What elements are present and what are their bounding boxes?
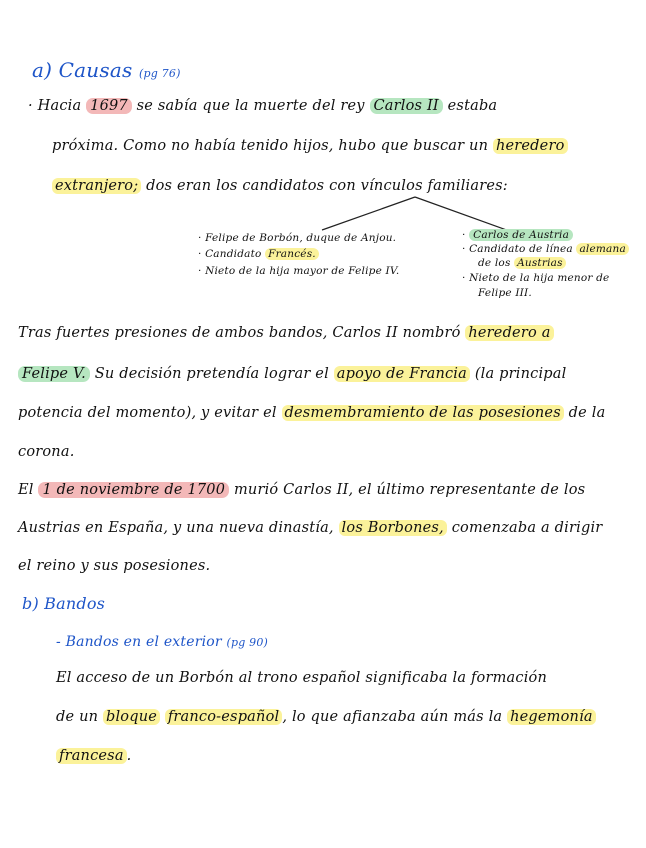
text: Austrias en España, y una nueva dinastía,	[18, 520, 334, 536]
heading-causas-ref: (pg 76)	[139, 67, 181, 80]
highlight-heredero-a: heredero a	[465, 325, 553, 341]
candidate-right-2	[462, 243, 629, 255]
paragraph4-line2	[56, 709, 596, 725]
subheading-bandos-exterior	[56, 634, 268, 650]
candidate-right-4: · Nieto de la hija menor de	[462, 272, 610, 284]
highlight-heredero: heredero	[493, 138, 568, 154]
candidate-right-5: Felipe III.	[478, 287, 532, 299]
highlight-extranjero: extranjero;	[52, 178, 141, 194]
paragraph2-line2	[18, 366, 566, 382]
candidate-left-2	[198, 248, 319, 260]
highlight-carlos-austria: Carlos de Austria	[469, 229, 573, 241]
highlight-frances: Francés.	[265, 248, 319, 260]
highlight-apoyo-francia: apoyo de Francia	[334, 366, 470, 382]
text: potencia del momento), y evitar el	[18, 405, 277, 421]
paragraph3-line2	[18, 520, 602, 536]
text: ·	[462, 229, 466, 241]
paragraph2-line3	[18, 405, 605, 421]
text: , lo que afianzaba aún más la	[282, 709, 503, 725]
text: Hacia	[37, 98, 82, 114]
text: · Candidato	[198, 248, 262, 260]
candidate-right-1	[462, 229, 573, 241]
highlight-francesa: francesa	[56, 748, 127, 764]
paragraph2-line1	[18, 325, 554, 341]
text: próxima. Como no había tenido hijos, hubo que buscar un	[52, 138, 489, 154]
text: de un	[56, 709, 99, 725]
paragraph2-line4: corona.	[18, 444, 75, 460]
paragraph4-line1: El acceso de un Borbón al trono español significaba la formación	[56, 670, 548, 686]
text: comenzaba a dirigir	[451, 520, 603, 536]
text: se sabía que la muerte del rey	[136, 98, 365, 114]
text: El	[18, 482, 34, 498]
bullet: ·	[28, 98, 33, 114]
paragraph3-line3: el reino y sus posesiones.	[18, 558, 211, 574]
highlight-date: 1 de noviembre de 1700	[38, 482, 229, 498]
highlight-franco-espanol: franco-español	[165, 709, 283, 725]
candidate-left-1: · Felipe de Borbón, duque de Anjou.	[198, 232, 397, 244]
paragraph3-line1	[18, 482, 585, 498]
text: .	[126, 748, 132, 764]
text: (la principal	[474, 366, 567, 382]
highlight-felipe-v: Felipe V.	[18, 366, 90, 382]
subheading-label: - Bandos en el exterior	[56, 634, 222, 650]
text: Su decisión pretendía lograr el	[94, 366, 329, 382]
heading-causas-label: a) Causas	[32, 58, 133, 82]
highlight-bloque: bloque	[103, 709, 160, 725]
heading-bandos: b) Bandos	[22, 594, 106, 613]
highlight-year: 1697	[86, 98, 132, 114]
highlight-desmembramiento: desmembramiento de las posesiones	[282, 405, 564, 421]
text: murió Carlos II, el último representante de los	[233, 482, 586, 498]
text: estaba	[447, 98, 498, 114]
highlight-king: Carlos II	[370, 98, 443, 114]
candidate-right-3	[478, 257, 566, 269]
text: · Candidato de línea	[462, 243, 573, 255]
highlight-borbones: los Borbones,	[339, 520, 447, 536]
highlight-austrias: Austrias	[514, 257, 566, 269]
text: de la	[568, 405, 606, 421]
paragraph4-line3	[56, 748, 131, 764]
text: dos eran los candidatos con vínculos familiares:	[146, 178, 508, 194]
branch-line-left	[322, 197, 415, 230]
text: Tras fuertes presiones de ambos bandos, Carlos II nombró	[18, 325, 461, 341]
highlight-alemana: alemana	[576, 243, 628, 255]
candidate-left-3: · Nieto de la hija mayor de Felipe IV.	[198, 265, 400, 277]
highlight-hegemonia: hegemonía	[507, 709, 596, 725]
branch-line-right	[415, 197, 512, 232]
text: de los	[478, 257, 511, 269]
subheading-ref: (pg 90)	[226, 636, 269, 649]
